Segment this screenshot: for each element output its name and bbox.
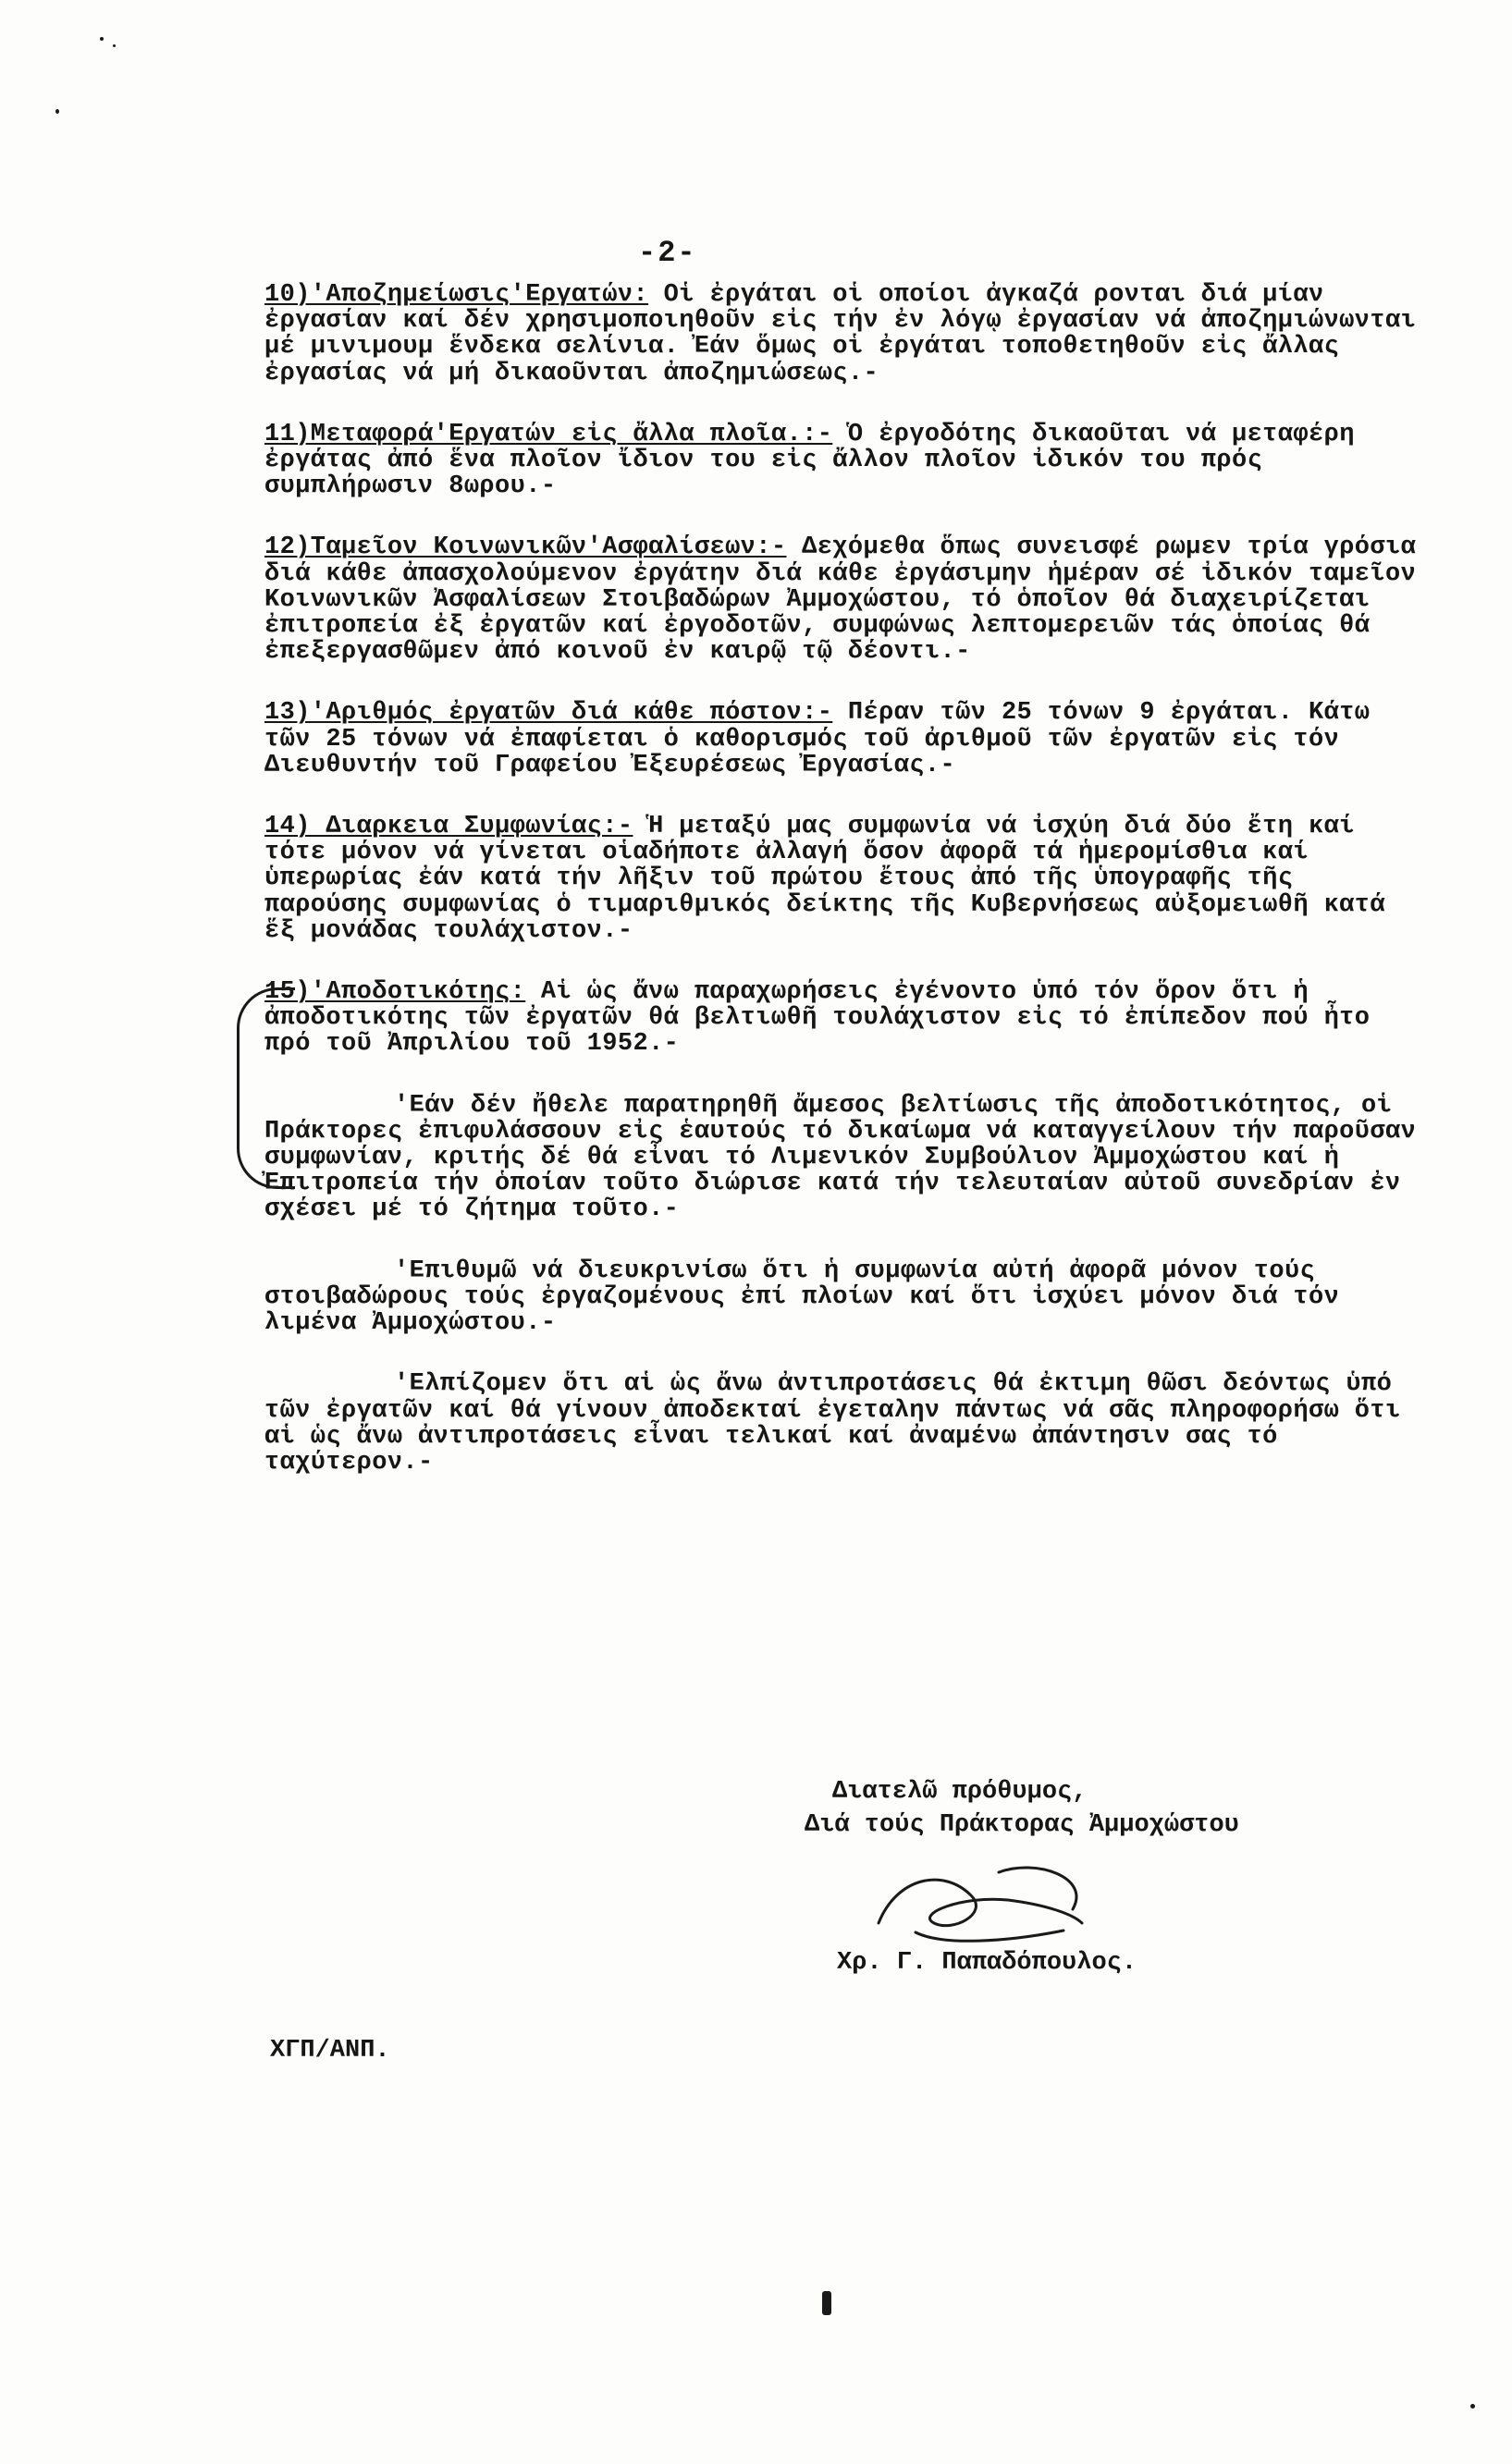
clause-12-heading: 12)Ταμεῖον Κοινωνικῶν'Ασφαλίσεων:- [264,533,787,562]
clause-13 [264,700,1430,778]
paragraph-scope: 'Επιθυμῶ νά διευκρινίσω ὅτι ἡ συμφωνία αὐτή ἀφορᾶ μόνον τούς στοιβαδώρους τούς ἐργαζομένους ἐπί πλοίων καί ὅτι ἰσχύει μόνον διά τόν λιμένα Ἀμμοχώστου.- [264,1257,1355,1338]
signer-name: Χρ. Γ. Παπαδόπουλος. [837,1949,1137,1977]
clause-15 [264,979,1430,1058]
reference-code: ΧΓΠ/ΑΝΠ. [270,2037,390,2065]
clause-14-text: Ἡ μεταξύ μας συμφωνία νά ἰσχύη διά δύο ἔτη καί τότε μόνον νά γίνεται οἱαδήποτε ἀλλαγή ὅσον ἀφορᾶ τά ἡμερομίσθια καί ὑπερωρίας ἐάν κατά τήν λῆξιν τοῦ πρώτου ἔτους ἀπό τῆς ὑπογραφῆς τῆς παρούσης συμφωνίας ὁ τιμαριθμικός δείκτης τῆς Κυβερνήσεως αὐξομειωθῆ κατά ἕξ μονάδας τουλάχιστον.- [264,813,1401,945]
closing-line-2: Διά τούς Πράκτορας Ἀμμοχώστου [805,1811,1239,1839]
clause-10 [264,282,1430,386]
clause-12-text: Δεχόμεθα ὅπως συνεισφέ ρωμεν τρία γρόσια διά κάθε ἀπασχολούμενον ἐργάτην διά κάθε ἐργάσιμην ἡμέραν σέ ἰδικόν ταμεῖον Κοινωνικῶν Ἀσφαλίσεων Στοιβαδώρων Ἀμμοχώστου, τό ὁποῖον θά διαχειρίζεται ἐπιτροπεία ἐξ ἐργατῶν καί ἐργοδοτῶν, συμφώνως λεπτομερειῶν τάς ὁποίας θά ἐπεξεργασθῶμεν ἀπό κοινοῦ ἐν καιρῷ τῷ δέοντι.- [264,533,1432,667]
paragraph-productivity: 'Εάν δέν ἤθελε παρατηρηθῆ ἄμεσος βελτίωσις τῆς ἀποδοτικότητος, οἱ Πράκτορες ἐπιφυλάσσουν εἰς ἑαυτούς τό δικαίωμα νά καταγγείλουν τήν παροῦσαν συμφωνίαν, κριτής δέ θά εἶναι τό Λιμενικόν Συμβούλιον Ἀμμοχώστου καί ἡ Ἐπιτροπεία τήν ὁποίαν τοῦτο διώρισε κατά τήν τελευταίαν αὐτοῦ συνεδρίαν ἐν σχέσει μέ τό ζήτημα τοῦτο.- [264,1091,1432,1224]
clause-15-text: Αἱ ὡς ἄνω παραχωρήσεις ἐγένοντο ὑπό τόν ὅρον ὅτι ἡ ἀποδοτικότης τῶν ἐργατῶν θά βελτιωθῆ τουλάχιστον εἰς τό ἐπίπεδον πού ἦτο πρό τοῦ Ἀπριλίου τοῦ 1952.- [264,978,1385,1059]
handwritten-bracket-mark [237,987,295,1189]
handwritten-signature [860,1858,1100,1960]
clause-13-heading: 13)'Αριθμός ἐργατῶν διά κάθε πόστον:- [264,699,833,728]
clause-15-heading: 15)'Αποδοτικότης: [264,978,526,1007]
clause-10-heading: 10)'Αποζημείωσις'Εργατών: [264,281,649,309]
clause-13-text: Πέραν τῶν 25 τόνων 9 ἐργάται. Κάτω τῶν 25 τόνων νά ἐπαφίεται ὁ καθορισμός τοῦ ἀριθμοῦ τῶν ἐργατῶν εἰς τόν Διευθυντήν τοῦ Γραφείου Ἐξευρέσεως Ἐργασίας.- [264,699,1386,779]
letter-body [264,282,1430,1511]
clause-11-text: Ὁ ἐργοδότης δικαοῦται νά μεταφέρη ἐργάτας ἀπό ἕνα πλοῖον ἴδιον του εἰς ἄλλον πλοῖον ἰδικόν του πρός συμπλήρωσιν 8ωρου.- [264,420,1371,501]
clause-14 [264,814,1430,944]
closing-line-1: Διατελῶ πρόθυμος, [832,1778,1088,1806]
clause-12 [264,534,1430,665]
closing-block [805,1775,1396,1842]
clause-10-text: Οἱ ἐργάται οἱ οποίοι ἀγκαζά ρονται διά μίαν ἐργασίαν καί δέν χρησιμοποιηθοῦν εἰς τήν ἐν λόγῳ ἐργασίαν νά ἀποζημιώνωνται μέ μινιμουμ ἕνδεκα σελίνια. Ἐάν ὅμως οἱ ἐργάται τοποθετηθοῦν εἰς ἄλλας ἐργασίας νά μή δικαοῦνται ἀποζημιώσεως.- [264,281,1432,387]
clause-11-heading: 11)Μεταφορά'Εργατών εἰς ἄλλα πλοῖα.:- [264,420,833,448]
paragraph-closing-request: 'Ελπίζομεν ὅτι αἱ ὡς ἄνω ἀντιπροτάσεις θά ἐκτιμη θῶσι δεόντως ὑπό τῶν ἐργατῶν καί θά γίνουν ἀποδεκταί ἐγεταλην πάντως νά σᾶς πληροφορήσω ὅτι αἱ ὡς ἄνω ἀντιπροτάσεις εἶναι τελικαί καί ἀναμένω ἀπάντησιν σας τό ταχύτερον.- [264,1370,1417,1477]
clause-11 [264,422,1430,500]
clause-14-heading: 14) Διαρκεια Συμφωνίας:- [264,813,633,841]
page-number: -2- [638,236,697,270]
